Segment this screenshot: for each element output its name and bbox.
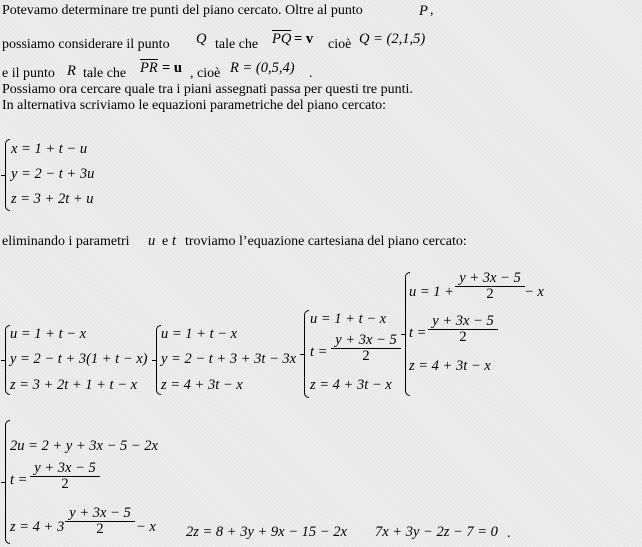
equation: y = 2 − t + 3 + 3t − 3x — [161, 351, 297, 367]
equation: 2u = 2 + y + 3x − 5 − 2x — [10, 438, 158, 454]
text-l1a: Potevamo determinare tre punti del piano cercato. Oltre al punto — [2, 3, 363, 18]
equation: x = 1 + t − u — [11, 141, 88, 157]
equation-u-lhs: u = 1 + — [409, 284, 454, 300]
math-P: P — [419, 3, 428, 19]
fraction-denominator: 2 — [96, 521, 104, 537]
equation: z = 4 + 3t − x — [310, 377, 392, 393]
math-R: R — [67, 63, 76, 79]
math-PQ: $\overline{PQ}$ — [272, 31, 292, 47]
text-l6e: e — [162, 234, 169, 249]
math-t-param: t — [172, 233, 177, 249]
fraction-numerator: y + 3x − 5 — [428, 314, 498, 330]
fraction-denominator: 2 — [486, 286, 494, 302]
fraction — [30, 461, 100, 492]
equation: u = 1 + t − x — [161, 326, 238, 342]
text-l2b: tale che — [215, 37, 259, 52]
text-l3end: . — [309, 66, 313, 81]
math-R-value: R = (0,5,4) — [230, 60, 295, 76]
equation: u = 1 + t − x — [310, 311, 387, 327]
final-equation-2: 7x + 3y − 2z − 7 = 0 — [375, 524, 498, 540]
fraction-denominator: 2 — [459, 329, 467, 345]
final-period: . — [507, 526, 511, 541]
equation-t-lhs: t = — [10, 472, 28, 488]
final-equation-1: 2z = 8 + 3y + 9x − 15 − 2x — [186, 524, 347, 540]
brace — [5, 139, 10, 211]
math-u-param: u — [148, 233, 156, 249]
equation: y = 2 − t + 3(1 + t − x) — [10, 351, 148, 367]
text-l3c: , cioè — [190, 66, 221, 81]
text-l2c: cioè — [328, 37, 352, 52]
equation-u-rhs: − x — [524, 284, 544, 300]
text-l3b: tale che — [83, 66, 127, 81]
math-v: = v — [294, 31, 314, 47]
equation: z = 4 + 3t − x — [161, 377, 243, 393]
math-PR: $\overline{PR}$ — [140, 60, 158, 76]
fraction-denominator: 2 — [61, 476, 69, 492]
equation-z-lhs: z = 4 + 3 — [10, 519, 65, 535]
fraction — [331, 333, 401, 364]
text-l5: In alternativa scriviamo le equazioni parametriche del piano cercato: — [2, 98, 387, 113]
fraction-numerator: y + 3x − 5 — [331, 333, 401, 349]
math-Q: Q — [196, 31, 207, 47]
brace — [304, 310, 309, 398]
text-l1end: , — [430, 3, 434, 18]
fraction — [65, 506, 135, 537]
math-u: = u — [162, 60, 182, 76]
text-l2a: possiamo considerare il punto — [2, 37, 170, 52]
equation-z-rhs: − x — [136, 519, 156, 535]
fraction-denominator: 2 — [362, 348, 370, 364]
text-l4: Possiamo ora cercare quale tra i piani assegnati passa per questi tre punti. — [2, 82, 413, 97]
equation: z = 3 + 2t + 1 + t − x — [10, 377, 138, 393]
equation: z = 4 + 3t − x — [409, 358, 491, 374]
fraction — [455, 271, 525, 302]
fraction-numerator: y + 3x − 5 — [65, 506, 135, 522]
equation: y = 2 − t + 3u — [11, 166, 95, 182]
equation-t-lhs: t = — [409, 325, 427, 341]
math-Q-value: Q = (2,1,5) — [359, 31, 426, 47]
equation: z = 3 + 2t + u — [11, 191, 94, 207]
text-l6a: eliminando i parametri — [2, 234, 130, 249]
fraction-numerator: y + 3x − 5 — [455, 271, 525, 287]
text-l3a: e il punto — [2, 66, 55, 81]
equation: u = 1 + t − x — [10, 326, 87, 342]
fraction — [428, 314, 498, 345]
equation-t-lhs: t = — [310, 344, 328, 360]
fraction-numerator: y + 3x − 5 — [30, 461, 100, 477]
text-l6b: troviamo l’equazione cartesiana del piano cercato: — [185, 234, 467, 249]
